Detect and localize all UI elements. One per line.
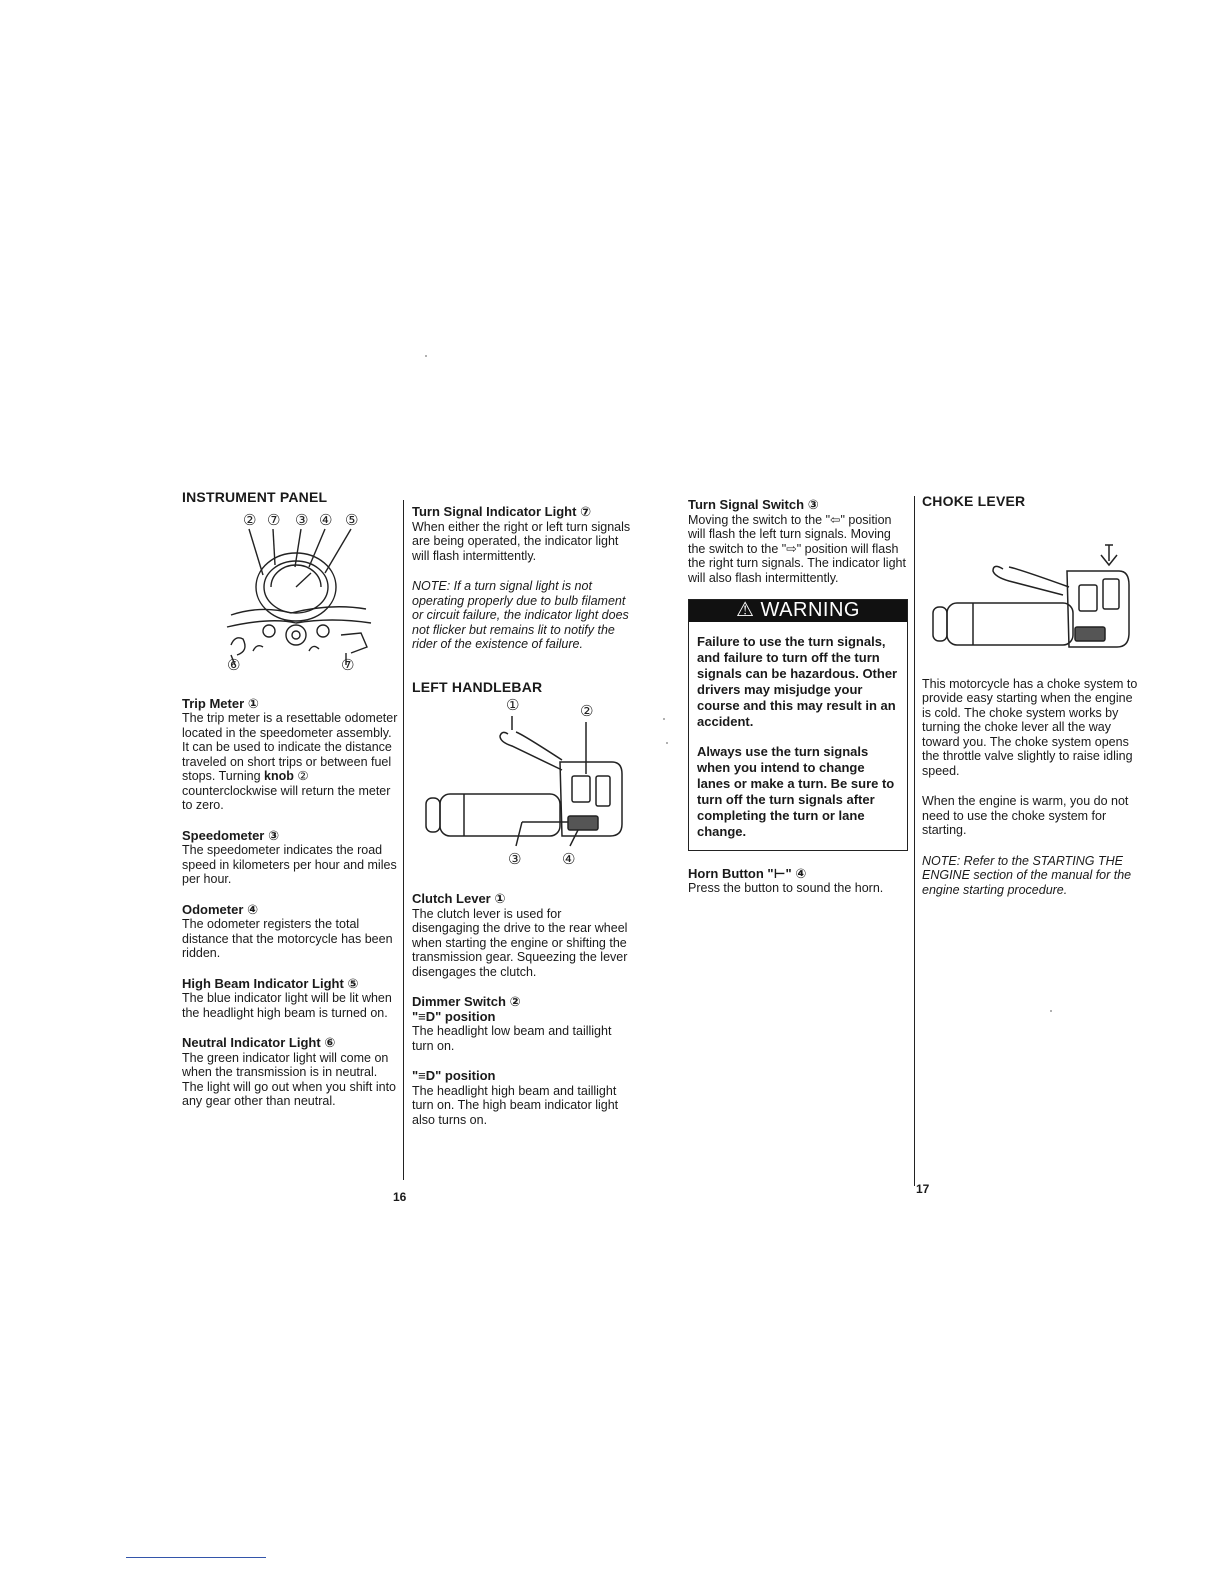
item-speedometer: [182, 829, 400, 887]
item-horn-button: [688, 867, 908, 896]
column-choke-lever: [922, 494, 1144, 897]
item-turn-indicator: [412, 505, 632, 563]
high-position-text: The headlight high beam and taillight turn on. The high beam indicator light also turns on.: [412, 1083, 619, 1127]
turn-indicator-title: Turn Signal Indicator Light ⑦: [412, 504, 592, 519]
label-7: ⑦: [267, 510, 281, 529]
warning-header: [689, 600, 907, 622]
trip-meter-text-b: ② counterclockwise will return the meter to zero.: [182, 769, 391, 812]
warning-paragraph-2: Always use the turn signals when you intend to change lanes or make a turn. Be sure to turn off the turn signals after completing the turn or lane change.: [697, 743, 895, 839]
item-high-position: [412, 1069, 632, 1127]
speedometer-title: Speedometer ③: [182, 827, 279, 843]
choke-paragraph-1: This motorcycle has a choke system to provide easy starting when the engine is cold. The choke system works by turning the choke lever all the way toward you. The choke system opens the throttle valve slightly to raise idling speed.: [922, 676, 1138, 778]
clutch-text: The clutch lever is used for disengaging the drive to the rear wheel when starting the engine or shifting the transmission gear. Squeezing the lever disengages the clutch.: [412, 906, 628, 979]
low-beam-text: The headlight low beam and taillight turn on.: [412, 1024, 612, 1053]
choke-paragraph-2: When the engine is warm, you do not need to use the choke system for starting.: [922, 794, 1129, 837]
column-divider-2: [914, 496, 915, 1186]
handlebar-label-4: ④: [562, 850, 576, 868]
warning-label: WARNING: [760, 599, 860, 621]
horn-title: Horn Button "⊢" ④: [688, 865, 807, 881]
handlebar-label-2: ②: [580, 702, 594, 720]
turn-indicator-text: When either the right or left turn signals are being operated, the indicator light will flash intermittently.: [412, 519, 631, 563]
scan-speck: [663, 718, 665, 720]
item-turn-switch: [688, 498, 908, 585]
label-3: ③: [295, 510, 309, 529]
column-left-handlebar: [412, 505, 632, 1143]
dimmer-title: Dimmer Switch ②: [412, 994, 521, 1009]
item-odometer: [182, 903, 400, 961]
high-beam-title: High Beam Indicator Light ⑤: [182, 975, 359, 991]
horn-text: Press the button to sound the horn.: [688, 881, 884, 895]
handlebar-label-1: ①: [506, 696, 520, 714]
neutral-title: Neutral Indicator Light ⑥: [182, 1035, 336, 1050]
section-title-left-handlebar: LEFT HANDLEBAR: [412, 678, 543, 695]
warning-box: [688, 599, 908, 851]
label-4: ④: [319, 510, 333, 529]
scan-speck: [666, 742, 668, 744]
label-5: ⑤: [345, 510, 359, 529]
item-clutch-lever: [412, 892, 632, 979]
high-position-title: "≡D" position: [412, 1068, 496, 1083]
warning-body: [689, 622, 907, 850]
turn-indicator-note: NOTE: If a turn signal light is not operating properly due to bulb filament or circuit failure, the indicator light does not flicker but remains lit to notify the rider of the existence of failure.: [412, 579, 629, 651]
column-instrument-panel: [182, 490, 400, 1125]
page-number-17: 17: [916, 1182, 930, 1196]
warning-triangle-icon: ⚠: [736, 599, 755, 621]
item-trip-meter: [182, 697, 400, 813]
item-high-beam: [182, 977, 400, 1021]
scan-speck: [1050, 1010, 1052, 1012]
section-title-choke-lever: CHOKE LEVER: [922, 493, 1026, 509]
choke-note: NOTE: Refer to the STARTING THE ENGINE section of the manual for the engine starting procedure.: [922, 853, 1132, 897]
label-7-bottom: ⑦: [341, 655, 355, 674]
footnote-rule: [126, 1557, 266, 1558]
column-divider-1: [403, 500, 404, 1180]
page-number-16: 16: [393, 1190, 407, 1204]
item-neutral: [182, 1036, 400, 1109]
trip-meter-text: [182, 711, 400, 813]
odometer-title: Odometer ④: [182, 901, 259, 917]
choke-lever-figure: [923, 509, 1143, 649]
knob-word: knob: [264, 769, 294, 783]
turn-switch-title: Turn Signal Switch ③: [688, 497, 819, 512]
label-2: ②: [243, 510, 257, 529]
section-title-instrument-panel: INSTRUMENT PANEL: [182, 489, 328, 505]
item-dimmer-switch: [412, 995, 632, 1053]
turn-switch-text: Moving the switch to the "⇦" position will flash the left turn signals. Moving the switch to the "⇨" position will flash the right turn signals. The indicator light will also flash intermittently.: [688, 512, 906, 585]
left-handlebar-figure: [412, 694, 632, 874]
trip-meter-text-a: The trip meter is a resettable odometer located in the speedometer assembly. It can be used to indicate the distance traveled on short trips or between fuel stops. Turning: [182, 711, 398, 783]
odometer-text: The odometer registers the total distance that the motorcycle has been ridden.: [182, 917, 393, 960]
instrument-panel-figure: [191, 505, 391, 675]
speedometer-text: The speedometer indicates the road speed in kilometers per hour and miles per hour.: [182, 843, 397, 886]
handlebar-label-3: ③: [508, 850, 522, 868]
warning-paragraph-1: Failure to use the turn signals, and failure to turn off the turn signals can be hazardous. Other drivers may misjudge your course and this may result in an accident.: [697, 633, 898, 729]
clutch-title: Clutch Lever ①: [412, 891, 506, 906]
low-beam-title: "≡D" position: [412, 1008, 496, 1024]
label-6: ⑥: [227, 655, 241, 674]
column-turn-signal: [688, 498, 908, 912]
neutral-text: The green indicator light will come on when the transmission is in neutral. The light will go out when you shift into any gear other than neutral.: [182, 1050, 397, 1108]
scan-speck: [425, 355, 427, 357]
high-beam-text: The blue indicator light will be lit when the headlight high beam is turned on.: [182, 991, 392, 1020]
trip-meter-title: Trip Meter ①: [182, 695, 259, 711]
